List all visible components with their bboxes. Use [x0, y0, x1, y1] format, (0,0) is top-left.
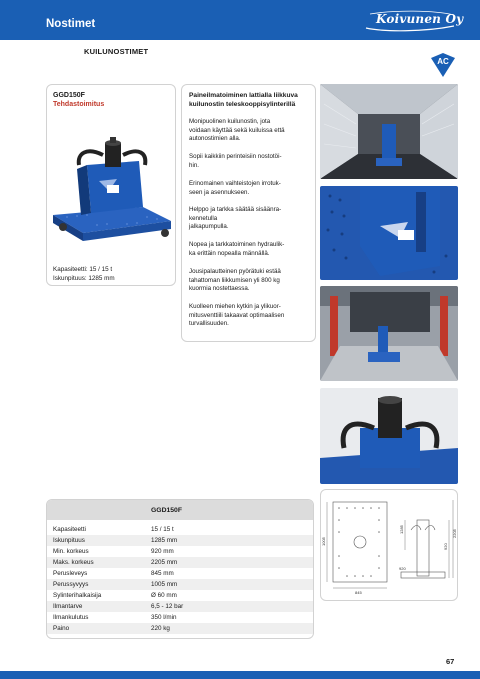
svg-text:920: 920 — [443, 543, 448, 550]
section-title: KUILUNOSTIMET — [84, 47, 149, 56]
svg-text:920: 920 — [399, 566, 406, 571]
technical-drawing — [321, 490, 457, 600]
desc-para-5: Nopea ja tarkkatoiminen hydraulik- ka erittäin nopealla männällä. — [189, 241, 285, 257]
brand-logo — [364, 10, 464, 32]
table-row: Maks. korkeus 2205 mm — [47, 557, 313, 568]
spec-stroke: Iskunpituus: 1285 mm — [53, 275, 115, 282]
desc-para-1: Monipuolinen kuilunostin, jota voidaan käyttää sekä kuiluissa että autonostimien alla. — [189, 118, 285, 142]
table-row: Ilmantarve 6,5 - 12 bar — [47, 601, 313, 612]
svg-text:845: 845 — [355, 590, 362, 595]
spec-table — [46, 499, 314, 639]
photo-workshop-lift — [320, 286, 458, 381]
product-card — [46, 84, 176, 286]
desc-para-6: Jousipalautteinen pyörätuki estää tahattoman liikkumisen yli 800 kg kuormia nostettaessa. — [189, 268, 281, 292]
svg-text:1285: 1285 — [399, 525, 404, 534]
footer-bar — [0, 671, 480, 679]
table-row: Iskunpituus 1285 mm — [47, 535, 313, 546]
svg-text:1005: 1005 — [321, 537, 326, 546]
table-row: Paino 220 kg — [47, 623, 313, 634]
spec-table-header — [47, 500, 313, 520]
table-row: Ilmankulutus 350 l/min — [53, 614, 177, 621]
product-model: GGD150F — [53, 92, 85, 99]
description-card — [181, 84, 316, 342]
brand-name: Koivunen Oy — [376, 12, 464, 26]
table-row: Sylinterihalkaisija Ø 60 mm — [53, 592, 177, 599]
header-title: Nostimet — [46, 18, 96, 30]
table-row: Kapasiteetti 15 / 15 t — [53, 526, 174, 533]
photo-jack-closeup — [320, 186, 458, 280]
page-number: 67 — [446, 657, 455, 666]
technical-drawing-card — [320, 489, 458, 601]
photo-jack-top — [320, 388, 458, 484]
desc-para-7: Kuolleen miehen kytkin ja ylikuor- mitusventtiili takaavat optimaalisen turvallisuuden. — [189, 303, 285, 327]
desc-para-3: Erinomainen vaihteistojen irrotuk- seen ja asennukseen. — [189, 180, 281, 196]
spec-capacity: Kapasiteetti: 15 / 15 t — [53, 266, 113, 273]
header-bar — [0, 0, 480, 40]
svg-text:2205: 2205 — [452, 529, 457, 538]
spec-table-header-label: GGD150F — [151, 507, 182, 514]
table-row: Perussyvyys 1005 mm — [47, 579, 313, 590]
photo-workshop-pit — [320, 84, 458, 179]
product-variant: Tehdastoimitus — [53, 101, 105, 108]
desc-para-4: Helppo ja tarkka säätää sisäänra- kennetulla jalkapumpulla. — [189, 206, 282, 230]
description-title: Paineilmatoiminen lattialla liikkuva kuilunostin teleskooppisylinterillä — [189, 92, 298, 108]
product-image — [47, 137, 175, 249]
table-row: Min. korkeus 920 mm — [53, 548, 174, 555]
table-row: Perusleveys 845 mm — [53, 570, 174, 577]
ac-brand-logo — [430, 52, 456, 78]
ac-logo-text: AC — [437, 57, 449, 66]
desc-para-2: Sopii kaikkiin perinteisiin nostotöi- hin. — [189, 153, 282, 169]
